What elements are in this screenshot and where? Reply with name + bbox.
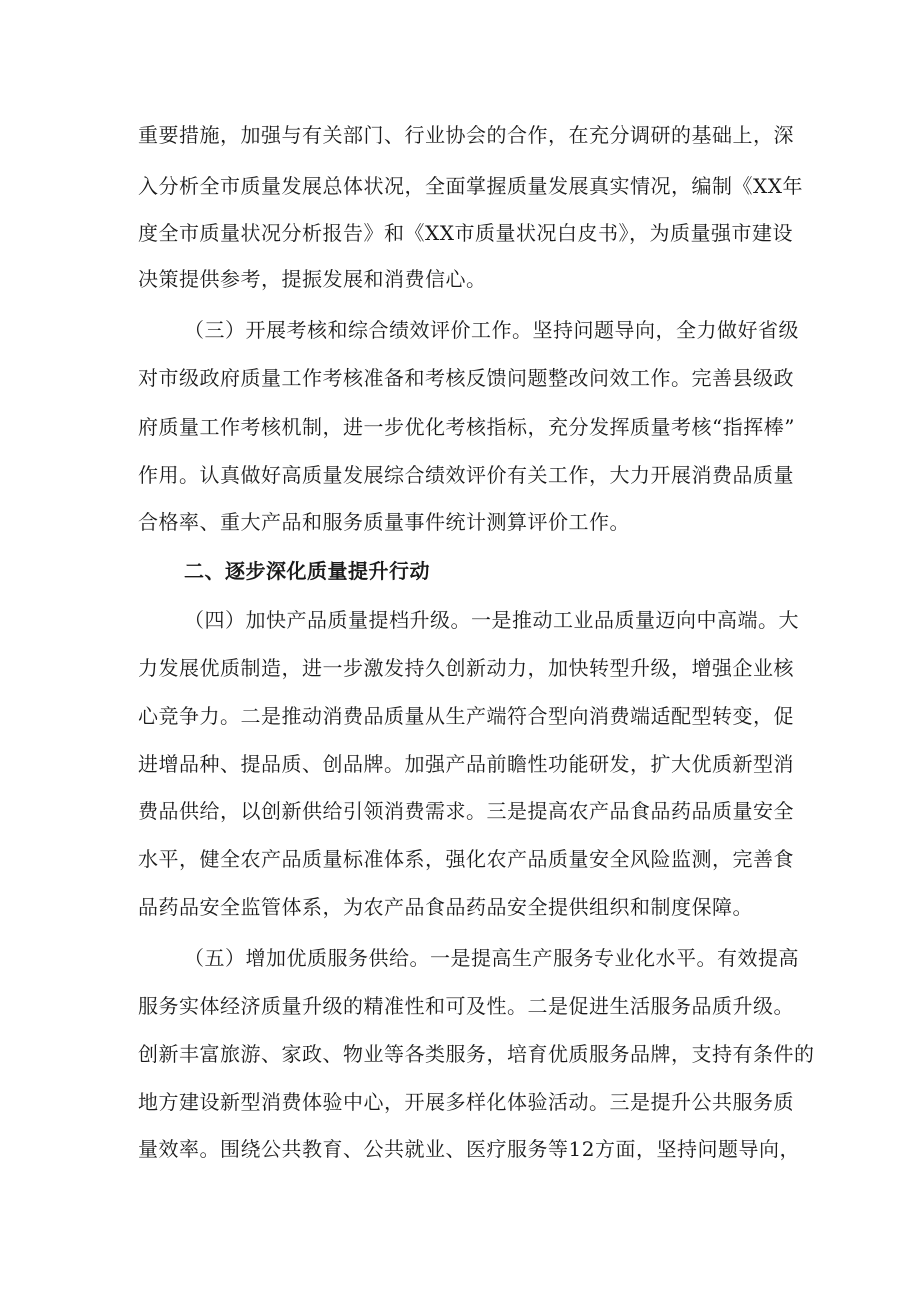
paragraph-line: 心竞争力。二是推动消费品质量从生产端符合型向消费端适配型转变，促 xyxy=(138,704,794,728)
paragraph-line: 合格率、重大产品和服务质量事件统计测算评价工作。 xyxy=(138,510,630,534)
paragraph-line: 水平，健全农产品质量标准体系，强化农产品质量安全风险监测，完善食 xyxy=(138,847,794,871)
paragraph-line: 重要措施，加强与有关部门、行业协会的合作，在充分调研的基础上，深 xyxy=(138,123,794,147)
paragraph-line: 创新丰富旅游、家政、物业等各类服务，培育优质服务品牌，支持有条件的 xyxy=(138,1042,815,1066)
paragraph-line: 品药品安全监管体系，为农产品食品药品安全提供组织和制度保障。 xyxy=(138,895,753,919)
paragraph-line: 度全市质量状况分析报告》和《XX市质量状况白皮书》，为质量强市建设 xyxy=(138,221,793,245)
paragraph-line: 府质量工作考核机制，进一步优化考核指标，充分发挥质量考核“指挥棒” xyxy=(138,415,795,439)
paragraph-line: 地方建设新型消费体验中心，开展多样化体验活动。三是提升公共服务质 xyxy=(138,1090,794,1114)
paragraph-line: 费品供给，以创新供给引领消费需求。三是提高农产品食品药品质量安全 xyxy=(138,799,794,823)
paragraph-line: 入分析全市质量发展总体状况，全面掌握质量发展真实情况，编制《XX年 xyxy=(138,174,803,198)
paragraph-line: 力发展优质制造，进一步激发持久创新动力，加快转型升级，增强企业核 xyxy=(138,656,794,680)
paragraph-line: 对市级政府质量工作考核准备和考核反馈问题整改问效工作。完善县级政 xyxy=(138,366,794,390)
paragraph-line: 量效率。围绕公共教育、公共就业、医疗服务等12方面，坚持问题导向， xyxy=(138,1137,800,1161)
paragraph-line: （三）开展考核和综合绩效评价工作。坚持问题导向，全力做好省级 xyxy=(184,318,799,342)
paragraph-line: 作用。认真做好高质量发展综合绩效评价有关工作，大力开展消费品质量 xyxy=(138,463,794,487)
section-heading: 二、逐步深化质量提升行动 xyxy=(184,559,430,583)
paragraph-line: 决策提供参考，提振发展和消费信心。 xyxy=(138,267,487,291)
paragraph-line: （五）增加优质服务供给。一是提高生产服务专业化水平。有效提高 xyxy=(184,946,799,970)
paragraph-line: 进增品种、提品质、创品牌。加强产品前瞻性功能研发，扩大优质新型消 xyxy=(138,752,794,776)
paragraph-line: 服务实体经济质量升级的精准性和可及性。二是促进生活服务品质升级。 xyxy=(138,994,794,1018)
paragraph-line: （四）加快产品质量提档升级。一是推动工业品质量迈向中高端。大 xyxy=(184,608,799,632)
